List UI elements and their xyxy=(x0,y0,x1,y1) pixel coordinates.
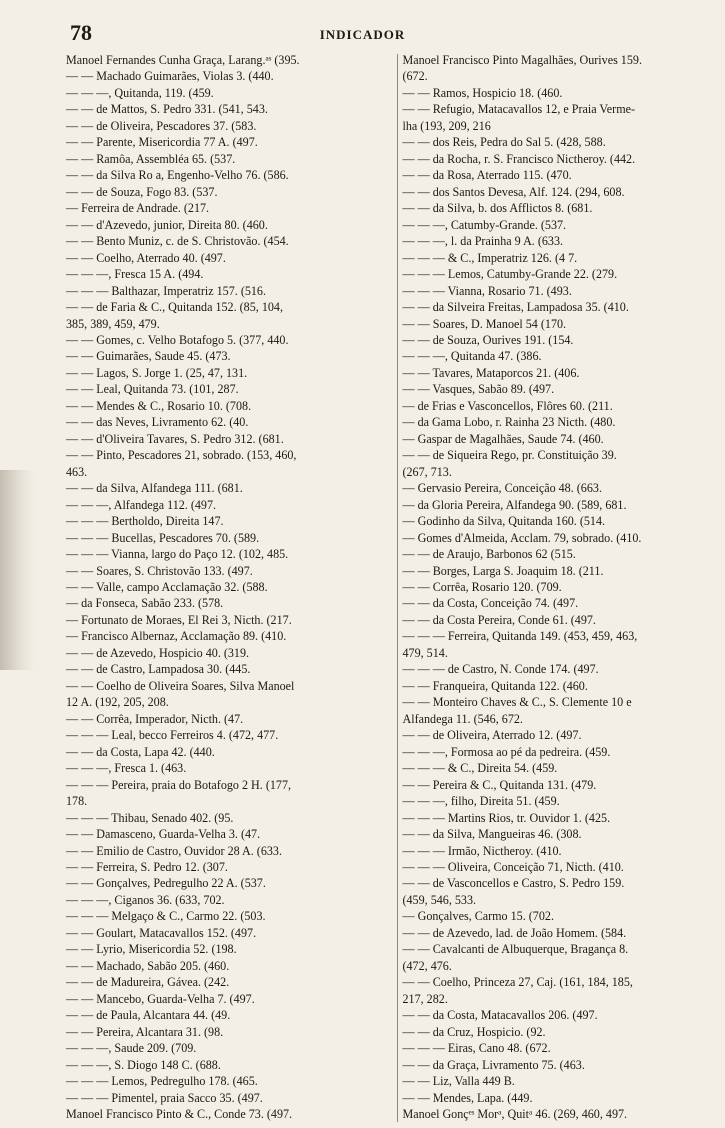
directory-entry: — — Mendes & C., Rosario 10. (708. xyxy=(66,399,252,413)
directory-entry: — — Pereira & C., Quitanda 131. (479. xyxy=(402,778,597,792)
directory-entry: — — — Vianna, Rosario 71. (493. xyxy=(402,284,572,298)
directory-entry: — — —, Quitanda 47. (386. xyxy=(402,350,542,364)
directory-entry: — — dos Santos Devesa, Alf. 124. (294, 608. xyxy=(402,185,625,199)
directory-entry: — Gomes d'Almeida, Acclam. 79, sobrado. (410. xyxy=(402,531,642,545)
directory-entry: — — Refugio, Matacavallos 12, e Praia Verme- xyxy=(402,103,635,117)
directory-entry: — — Franqueira, Quitanda 122. (460. xyxy=(402,679,588,693)
directory-entry: — da Fonseca, Sabão 233. (578. xyxy=(66,597,224,611)
directory-entry: — — Ramos, Hospicio 18. (460. xyxy=(402,86,563,100)
directory-entry: — — das Neves, Livramento 62. (40. xyxy=(66,416,249,430)
directory-entry: — — dos Reis, Pedra do Sal 5. (428, 588. xyxy=(402,136,606,150)
page-edge-shadow xyxy=(0,470,34,670)
directory-entry: — — Ferreira, S. Pedro 12. (307. xyxy=(66,860,228,874)
directory-entry: — — de Paula, Alcantara 44. (49. xyxy=(66,1009,231,1023)
directory-entry: — — Lagos, S. Jorge 1. (25, 47, 131. xyxy=(66,366,248,380)
directory-entry: — — de Castro, Lampadosa 30. (445. xyxy=(66,663,251,677)
directory-entry: 385, 389, 459, 479. xyxy=(66,317,160,331)
directory-entry: — — de Mattos, S. Pedro 331. (541, 543. xyxy=(66,103,268,117)
directory-entry: — — de Madureira, Gávea. (242. xyxy=(66,976,230,990)
right-column xyxy=(398,54,716,1122)
directory-entry: (672. xyxy=(402,70,428,84)
directory-entry: — Gaspar de Magalhães, Saude 74. (460. xyxy=(402,432,604,446)
directory-entry: — — —, Ciganos 36. (633, 702. xyxy=(66,893,225,907)
directory-entry: — — — Lemos, Catumby-Grande 22. (279. xyxy=(402,268,618,282)
directory-columns xyxy=(66,54,716,1122)
directory-entry: — — Cavalcanti de Albuquerque, Bragança 8. xyxy=(402,943,629,957)
directory-entry: — — Guimarães, Saude 45. (473. xyxy=(66,350,231,364)
directory-entry: — — Coelho, Princeza 27, Caj. (161, 184, 185, xyxy=(402,976,633,990)
directory-entry: — da Gama Lobo, r. Rainha 23 Nicth. (480. xyxy=(402,416,616,430)
directory-entry: — Godinho da Silva, Quitanda 160. (514. xyxy=(402,515,606,529)
directory-entry: — — Corrêa, Imperador, Nicth. (47. xyxy=(66,712,244,726)
directory-entry: — — da Costa, Conceição 74. (497. xyxy=(402,597,579,611)
directory-entry: — — Monteiro Chaves & C., S. Clemente 10 e xyxy=(402,696,632,710)
directory-entry: — Gervasio Pereira, Conceição 48. (663. xyxy=(402,482,602,496)
directory-entry: — — Ramôa, Assembléa 65. (537. xyxy=(66,152,236,166)
directory-entry: — — Gonçalves, Pedregulho 22 A. (537. xyxy=(66,877,266,891)
directory-entry: — da Gloria Pereira, Alfandega 90. (589, 681. xyxy=(402,498,627,512)
directory-entry: — — — Martins Rios, tr. Ouvidor 1. (425. xyxy=(402,811,611,825)
directory-entry: 12 A. (192, 205, 208. xyxy=(66,696,169,710)
directory-entry: — — da Costa Pereira, Conde 61. (497. xyxy=(402,613,596,627)
directory-entry: — — — de Castro, N. Conde 174. (497. xyxy=(402,663,599,677)
directory-entry: — — — Vianna, largo do Paço 12. (102, 485. xyxy=(66,548,289,562)
directory-entry: — — Machado, Sabão 205. (460. xyxy=(66,959,230,973)
page-number: 78 xyxy=(70,20,92,45)
directory-entry: — — Borges, Larga S. Joaquim 18. (211. xyxy=(402,564,604,578)
directory-entry: — — da Costa, Lapa 42. (440. xyxy=(66,745,215,759)
directory-entry: — — — & C., Direita 54. (459. xyxy=(402,762,558,776)
directory-entry: Manoel Gonçᵉˢ Morᵃ, Quitᵃ 46. (269, 460, 497. xyxy=(402,1108,628,1121)
directory-entry: — — — & C., Imperatriz 126. (4 7. xyxy=(402,251,578,265)
directory-entry: — — — Eiras, Cano 48. (672. xyxy=(402,1042,551,1056)
directory-entry: — — da Silva, Mangueiras 46. (308. xyxy=(402,828,582,842)
directory-entry: — de Frias e Vasconcellos, Flôres 60. (211. xyxy=(402,399,613,413)
directory-entry: — — Pinto, Pescadores 21, sobrado. (153, 460, xyxy=(66,449,297,463)
directory-entry: — — —, Quitanda, 119. (459. xyxy=(66,86,214,100)
directory-entry: — — —, Alfandega 112. (497. xyxy=(66,498,217,512)
directory-entry: — — —, l. da Prainha 9 A. (633. xyxy=(402,235,564,249)
directory-entry: — — —, filho, Direita 51. (459. xyxy=(402,795,560,809)
directory-entry: — — — Balthazar, Imperatriz 157. (516. xyxy=(66,284,267,298)
directory-entry: — Francisco Albernaz, Acclamação 89. (410. xyxy=(66,630,287,644)
directory-entry: — — Bento Muniz, c. de S. Christovão. (454. xyxy=(66,235,289,249)
directory-entry: — — Parente, Misericordia 77 A. (497. xyxy=(66,136,258,150)
directory-entry: — — da Rosa, Aterrado 115. (470. xyxy=(402,169,572,183)
directory-entry: — — d'Oliveira Tavares, S. Pedro 312. (681. xyxy=(66,432,284,446)
directory-entry: Alfandega 11. (546, 672. xyxy=(402,712,523,726)
directory-entry: — — de Araujo, Barbonos 62 (515. xyxy=(402,548,576,562)
directory-entry: Manoel Fernandes Cunha Graça, Larang.ᵃˢ (395. xyxy=(66,54,300,67)
directory-entry: 217, 282. xyxy=(402,992,448,1006)
directory-entry: — — Coelho, Aterrado 40. (497. xyxy=(66,251,226,265)
directory-entry: — — Damasceno, Guarda-Velha 3. (47. xyxy=(66,828,261,842)
directory-entry: — — —, Fresca 15 A. (494. xyxy=(66,268,204,282)
directory-entry: — — Pereira, Alcantara 31. (98. xyxy=(66,1025,224,1039)
directory-entry: lha (193, 209, 216 xyxy=(402,119,491,133)
directory-entry: — — — Pimentel, praia Sacco 35. (497. xyxy=(66,1091,263,1105)
directory-entry: (459, 546, 533. xyxy=(402,893,477,907)
directory-entry: — — Mendes, Lapa. (449. xyxy=(402,1091,533,1105)
directory-entry: (267, 713. xyxy=(402,465,452,479)
directory-entry: — — — Thibau, Senado 402. (95. xyxy=(66,811,234,825)
directory-entry: — — da Graça, Livramento 75. (463. xyxy=(402,1058,585,1072)
directory-entry: — Gonçalves, Carmo 15. (702. xyxy=(402,910,554,924)
directory-entry: — — de Azevedo, lad. de João Homem. (584. xyxy=(402,926,627,940)
directory-entry: — — da Silva, b. dos Afflictos 8. (681. xyxy=(402,202,593,216)
directory-entry: 479, 514. xyxy=(402,646,448,660)
directory-entry: — — de Souza, Fogo 83. (537. xyxy=(66,185,218,199)
directory-entry: — — Coelho de Oliveira Soares, Silva Manoel xyxy=(66,679,295,693)
directory-entry: — — da Silva Ro a, Engenho-Velho 76. (586. xyxy=(66,169,289,183)
directory-entry: — — — Ferreira, Quitanda 149. (453, 459, 463, xyxy=(402,630,638,644)
directory-entry: — — Soares, S. Christovão 133. (497. xyxy=(66,564,253,578)
directory-entry: — — Gomes, c. Velho Botafogo 5. (377, 440. xyxy=(66,333,289,347)
directory-entry: — — — Melgaço & C., Carmo 22. (503. xyxy=(66,910,266,924)
directory-entry: — — Soares, D. Manoel 54 (170. xyxy=(402,317,567,331)
directory-entry: — — da Silva, Alfandega 111. (681. xyxy=(66,482,243,496)
directory-entry: (472, 476. xyxy=(402,959,452,973)
left-column xyxy=(66,54,398,1122)
directory-entry: — — — Bucellas, Pescadores 70. (589. xyxy=(66,531,260,545)
directory-entry: — — de Faria & C., Quitanda 152. (85, 104, xyxy=(66,301,283,315)
directory-entry: — — — Leal, becco Ferreiros 4. (472, 477. xyxy=(66,729,279,743)
directory-entry: — — da Silveira Freitas, Lampadosa 35. (410. xyxy=(402,301,629,315)
directory-entry: — — Machado Guimarães, Violas 3. (440. xyxy=(66,70,274,84)
directory-entry: — — —, Catumby-Grande. (537. xyxy=(402,218,567,232)
directory-entry: — — de Oliveira, Aterrado 12. (497. xyxy=(402,729,582,743)
directory-entry: — — Mancebo, Guarda-Velha 7. (497. xyxy=(66,992,255,1006)
directory-entry: — — — Irmão, Nictheroy. (410. xyxy=(402,844,562,858)
directory-entry: — — —, Saude 209. (709. xyxy=(66,1042,197,1056)
directory-entry: — Fortunato de Moraes, El Rei 3, Nicth. (217. xyxy=(66,613,292,627)
directory-entry: — — Tavares, Mataporcos 21. (406. xyxy=(402,366,580,380)
directory-entry: — — Goulart, Matacavallos 152. (497. xyxy=(66,926,257,940)
directory-entry: Manoel Francisco Pinto Magalhães, Ourives 159. xyxy=(402,54,642,67)
directory-entry: — — Vasques, Sabão 89. (497. xyxy=(402,383,555,397)
directory-entry: — — da Rocha, r. S. Francisco Nictheroy. (442. xyxy=(402,152,636,166)
directory-entry: — — de Oliveira, Pescadores 37. (583. xyxy=(66,119,257,133)
directory-entry: Manoel Francisco Pinto & C., Conde 73. (497. xyxy=(66,1108,293,1121)
directory-entry: — — d'Azevedo, junior, Direita 80. (460. xyxy=(66,218,268,232)
directory-entry: 178. xyxy=(66,795,88,809)
directory-entry: 463. xyxy=(66,465,88,479)
directory-entry: — — de Siqueira Rego, pr. Constituição 39. xyxy=(402,449,617,463)
directory-entry: — — — Pereira, praia do Botafogo 2 H. (177, xyxy=(66,778,292,792)
directory-entry: — — — Lemos, Pedregulho 178. (465. xyxy=(66,1075,258,1089)
page-header xyxy=(0,0,725,50)
directory-entry: — — da Costa, Matacavallos 206. (497. xyxy=(402,1009,598,1023)
directory-entry: — — Emilio de Castro, Ouvidor 28 A. (633. xyxy=(66,844,282,858)
directory-entry: — — Valle, campo Acclamação 32. (588. xyxy=(66,581,268,594)
directory-entry: — — Leal, Quitanda 73. (101, 287. xyxy=(66,383,239,397)
directory-entry: — Ferreira de Andrade. (217. xyxy=(66,202,210,216)
directory-entry: — — de Vasconcellos e Castro, S. Pedro 159. xyxy=(402,877,625,891)
directory-entry: — — — Bertholdo, Direita 147. xyxy=(66,515,224,529)
directory-entry: — — Liz, Valla 449 B. xyxy=(402,1075,515,1089)
directory-entry: — — Corrêa, Rosario 120. (709. xyxy=(402,581,562,594)
directory-entry: — — —, Formosa ao pé da pedreira. (459. xyxy=(402,745,611,759)
directory-entry: — — de Azevedo, Hospicio 40. (319. xyxy=(66,646,250,660)
directory-entry: — — —, Fresca 1. (463. xyxy=(66,762,187,776)
directory-entry: — — da Cruz, Hospicio. (92. xyxy=(402,1025,546,1039)
directory-entry: — — Lyrio, Misericordia 52. (198. xyxy=(66,943,237,957)
directory-entry: — — — Oliveira, Conceição 71, Nicth. (410. xyxy=(402,860,624,874)
directory-entry: — — —, S. Diogo 148 C. (688. xyxy=(66,1058,221,1072)
running-title: INDICADOR xyxy=(319,27,406,42)
directory-entry: — — de Souza, Ourives 191. (154. xyxy=(402,333,574,347)
